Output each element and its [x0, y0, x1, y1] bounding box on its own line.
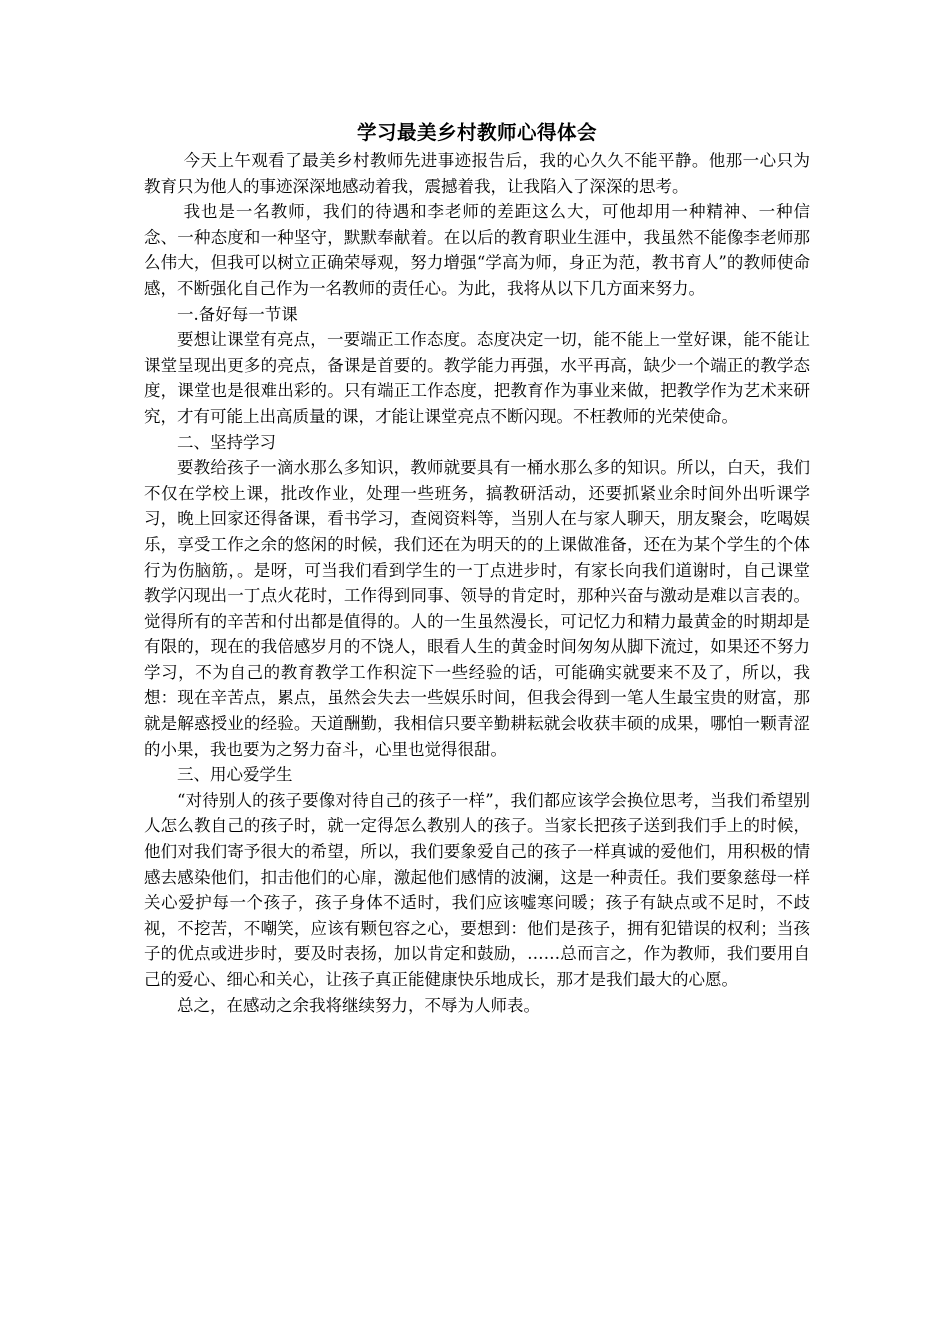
- document-page: [144, 118, 810, 1018]
- intro-paragraph-1: 今天上午观看了最美乡村教师先进事迹报告后，我的心久久不能平静。他那一心只为教育只为他人的事迹深深地感动着我，震撼着我，让我陷入了深深的思考。: [144, 151, 810, 196]
- document-title: 学习最美乡村教师心得体会: [356, 121, 597, 144]
- section-1-body: 要想让课堂有亮点，一要端正工作态度。态度决定一切，能不能上一堂好课，能不能让课堂呈现出更多的亮点，备课是首要的。教学能力再强，水平再高，缺少一个端正的教学态度，课堂也是很难出彩的。只有端正工作态度，把教育作为事业来做，把教学作为艺术来研究，才有可能上出高质量的课，才能让课堂亮点不断闪现。不枉教师的光荣使命。: [144, 330, 810, 426]
- section-3-heading: 三、用心爱学生: [177, 765, 293, 785]
- conclusion-paragraph: 总之，在感动之余我将继续努力，不辱为人师表。: [177, 995, 540, 1015]
- section-3-body: “对待别人的孩子要像对待自己的孩子一样”，我们都应该学会换位思考，当我们希望别人怎么教自己的孩子时，就一定得怎么教别人的孩子。当家长把孩子送到我们手上的时候，他们对我们寄予很大的希望，所以，我们要象爱自己的孩子一样真诚的爱他们，用积极的情感去感染他们，扣击他们的心扉，激起他们感情的波澜，这是一种责任。我们要象慈母一样关心爱护每一个孩子，孩子身体不适时，我们应该嘘寒问暖；孩子有缺点或不足时，不歧视，不挖苦，不嘲笑，应该有颗包容之心，要想到：他们是孩子，拥有犯错误的权利；当孩子的优点或进步时，要及时表扬，加以肯定和鼓励，……总而言之，作为教师，我们要用自己的爱心、细心和关心，让孩子真正能健康快乐地成长，那才是我们最大的心愿。: [144, 790, 810, 989]
- section-2-body: 要教给孩子一滴水那么多知识，教师就要具有一桶水那么多的知识。所以，白天，我们不仅在学校上课，批改作业，处理一些班务，搞教研活动，还要抓紧业余时间外出听课学习，晚上回家还得备课，看书学习，查阅资料等，当别人在与家人聊天，朋友聚会，吃喝娱乐，享受工作之余的悠闲的时候，我们还在为明天的的上课做准备，还在为某个学生的个体行为伤脑筋，。是呀，可当我们看到学生的一丁点进步时，有家长向我们道谢时，自己课堂教学闪现出一丁点火花时，工作得到同事、领导的肯定时，那种兴奋与激动是难以言表的。觉得所有的辛苦和付出都是值得的。人的一生虽然漫长，可记忆力和精力最黄金的时期却是有限的，现在的我倍感岁月的不饶人，眼看人生的黄金时间匆匆从脚下流过，如果还不努力学习，不为自己的教育教学工作积淀下一些经验的话，可能确实就要来不及了，所以，我想：现在辛苦点，累点，虽然会失去一些娱乐时间，但我会得到一笔人生最宝贵的财富，那就是解惑授业的经验。天道酬勤，我相信只要辛勤耕耘就会收获丰硕的成果，哪怕一颗青涩的小果，我也要为之努力奋斗，心里也觉得很甜。: [144, 458, 810, 759]
- section-1-heading: 一.备好每一节课: [177, 304, 298, 324]
- section-2-heading: 二、坚持学习: [177, 432, 276, 452]
- intro-paragraph-2: 我也是一名教师，我们的待遇和李老师的差距这么大，可他却用一种精神、一种信念、一种态度和一种坚守，默默奉献着。在以后的教育职业生涯中，我虽然不能像李老师那么伟大，但我可以树立正确荣辱观，努力增强“学高为师，身正为范，教书育人”的教师使命感，不断强化自己作为一名教师的责任心。为此，我将从以下几方面来努力。: [144, 202, 810, 298]
